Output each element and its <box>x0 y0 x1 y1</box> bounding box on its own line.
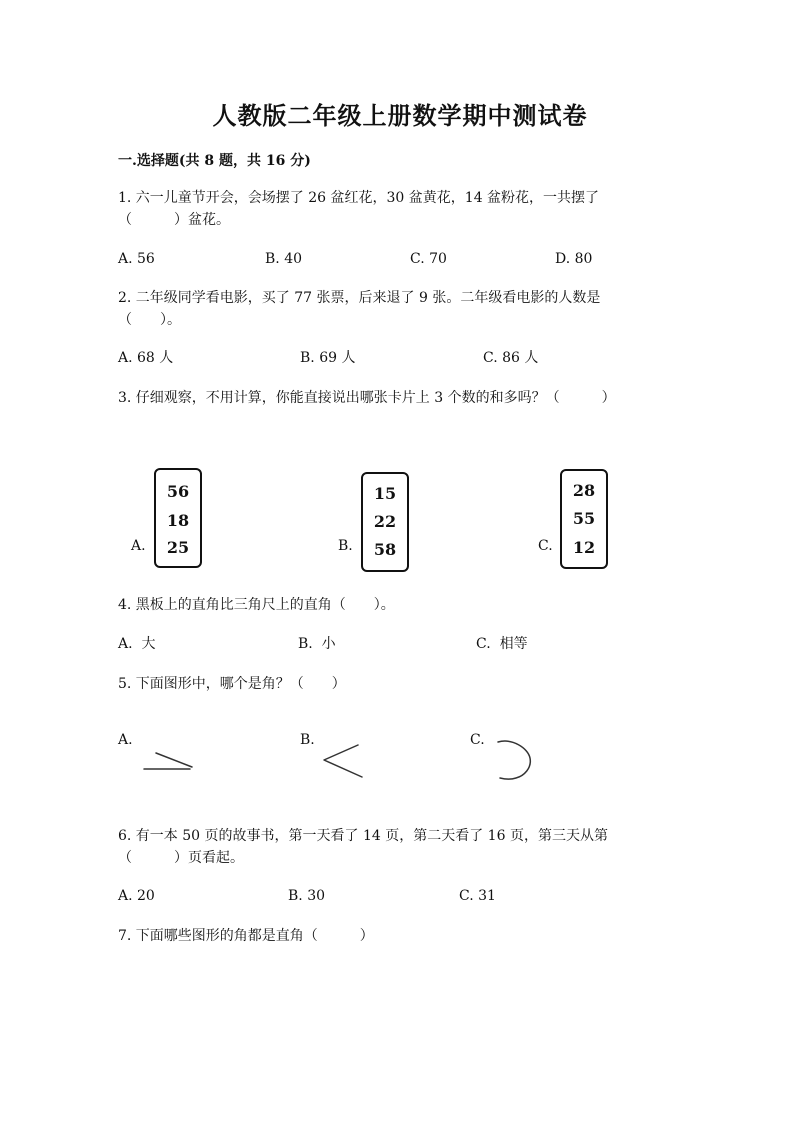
q5-option-c[interactable]: C. <box>470 732 485 748</box>
q5-option-b[interactable]: B. <box>300 732 315 748</box>
question-6-text: 6. 有一本 50 页的故事书，第一天看了 14 页，第二天看了 16 页，第三天从第 <box>118 828 608 844</box>
question-1-text: 1. 六一儿童节开会，会场摆了 26 盆红花，30 盆黄花，14 盆粉花，一共摆了 <box>118 190 600 206</box>
question-2-text-cont: （ ）。 <box>118 312 181 328</box>
question-2 <box>118 287 678 331</box>
question-1-text-cont: （ ）盆花。 <box>118 212 230 228</box>
q2-option-a[interactable]: A. 68 人 <box>118 350 174 366</box>
q3-card-a <box>154 468 202 568</box>
card-number: 56 <box>166 482 190 501</box>
q1-option-b[interactable]: B. 40 <box>265 251 303 267</box>
question-5 <box>118 673 678 695</box>
q3-option-c[interactable]: C. <box>538 538 553 554</box>
q3-card-c <box>560 469 608 569</box>
q5-shape-c <box>492 736 542 786</box>
card-number: 18 <box>166 511 190 530</box>
q4-option-c[interactable]: C. 相等 <box>476 636 528 652</box>
card-number: 28 <box>572 481 596 500</box>
section-heading: 一.选择题(共 8 题，共 16 分) <box>118 153 311 169</box>
q1-option-a[interactable]: A. 56 <box>118 251 155 267</box>
q6-option-c[interactable]: C. 31 <box>459 888 496 904</box>
q4-option-a[interactable]: A. 大 <box>118 636 156 652</box>
question-3 <box>118 387 678 409</box>
card-number: 12 <box>572 538 596 557</box>
question-1 <box>118 187 678 231</box>
q3-card-b <box>361 472 409 572</box>
q3-option-b[interactable]: B. <box>338 538 353 554</box>
q3-option-a[interactable]: A. <box>131 538 146 554</box>
page-title: 人教版二年级上册数学期中测试卷 <box>212 101 588 130</box>
question-7-text: 7. 下面哪些图形的角都是直角（ ） <box>118 928 374 944</box>
question-3-text: 3. 仔细观察，不用计算，你能直接说出哪张卡片上 3 个数的和多吗？（ ） <box>118 390 616 406</box>
question-4-text: 4. 黑板上的直角比三角尺上的直角（ ）。 <box>118 597 395 613</box>
card-number: 15 <box>373 484 397 503</box>
q2-option-b[interactable]: B. 69 人 <box>300 350 356 366</box>
card-number: 58 <box>373 540 397 559</box>
q1-option-d[interactable]: D. 80 <box>555 251 593 267</box>
question-6-text-cont: （ ）页看起。 <box>118 850 244 866</box>
card-number: 22 <box>373 512 397 531</box>
q6-option-b[interactable]: B. 30 <box>288 888 326 904</box>
q1-option-c[interactable]: C. 70 <box>410 251 447 267</box>
card-number: 25 <box>166 538 190 557</box>
question-5-text: 5. 下面图形中，哪个是角？（ ） <box>118 676 346 692</box>
q4-option-b[interactable]: B. 小 <box>298 636 336 652</box>
question-6 <box>118 825 678 869</box>
q5-shape-a <box>140 745 200 785</box>
card-number: 55 <box>572 509 596 528</box>
question-2-text: 2. 二年级同学看电影，买了 77 张票，后来退了 9 张。二年级看电影的人数是 <box>118 290 601 306</box>
q5-option-a[interactable]: A. <box>118 732 133 748</box>
q5-shape-b <box>320 742 370 782</box>
question-4 <box>118 594 678 616</box>
question-7 <box>118 925 678 947</box>
q6-option-a[interactable]: A. 20 <box>118 888 155 904</box>
q2-option-c[interactable]: C. 86 人 <box>483 350 539 366</box>
